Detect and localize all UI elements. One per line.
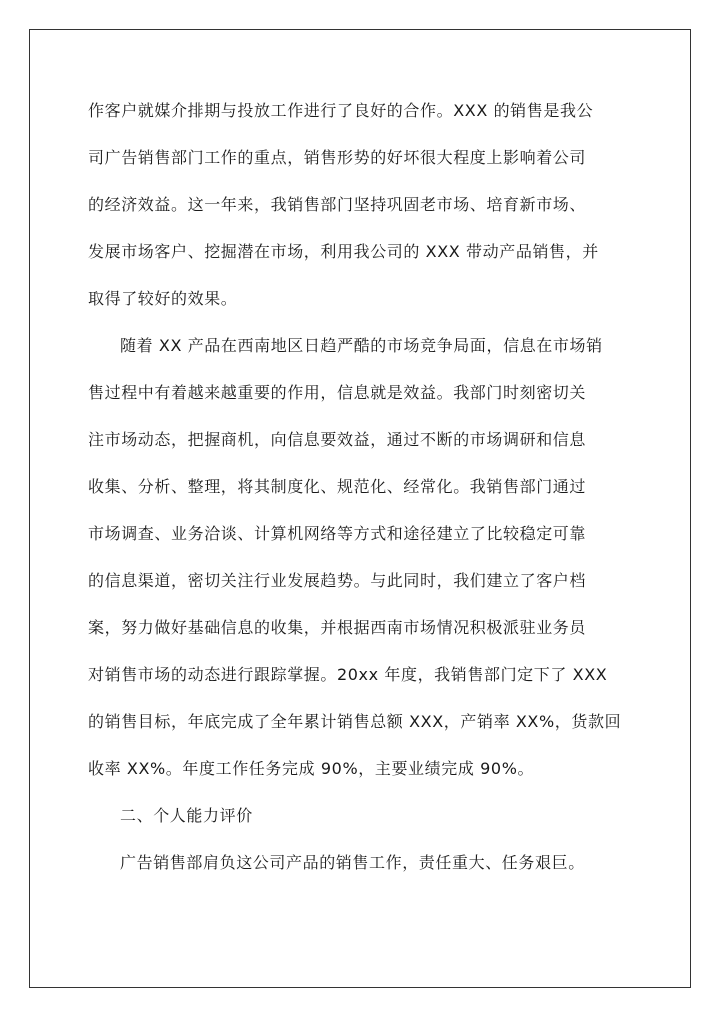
paragraph-2-line-8: 对销售市场的动态进行跟踪掌握。20xx 年度，我销售部门定下了 XXX [88,665,608,684]
paragraph-2-line-7: 案，努力做好基础信息的收集，并根据西南市场情况积极派驻业务员 [88,618,587,637]
paragraph-2-line-5: 市场调查、业务洽谈、计算机网络等方式和途径建立了比较稳定可靠 [88,524,587,543]
paragraph-1-line-5: 取得了较好的效果。 [88,289,238,308]
paragraph-2-line-9: 的销售目标，年底完成了全年累计销售总额 XXX，产销率 XX%，货款回 [88,712,622,731]
paragraph-2-line-10: 收率 XX%。年度工作任务完成 90%，主要业绩完成 90%。 [88,759,535,778]
paragraph-1-line-2: 司广告销售部门工作的重点，销售形势的好坏很大程度上影响着公司 [88,148,587,167]
paragraph-1-line-3: 的经济效益。这一年来，我销售部门坚持巩固老市场、培育新市场、 [88,195,587,214]
paragraph-3-line-1: 广告销售部肩负这公司产品的销售工作，责任重大、任务艰巨。 [120,853,585,872]
paragraph-1-line-4: 发展市场客户、挖掘潜在市场，利用我公司的 XXX 带动产品销售，并 [88,242,599,261]
paragraph-2-line-4: 收集、分析、整理，将其制度化、规范化、经常化。我销售部门通过 [88,477,587,496]
paragraph-1-line-1: 作客户就媒介排期与投放工作进行了良好的合作。XXX 的销售是我公 [88,101,594,120]
paragraph-2-line-2: 售过程中有着越来越重要的作用，信息就是效益。我部门时刻密切关 [88,383,587,402]
paragraph-2-line-6: 的信息渠道，密切关注行业发展趋势。与此同时，我们建立了客户档 [88,571,587,590]
section-heading: 二、个人能力评价 [120,806,253,825]
paragraph-2-line-3: 注市场动态，把握商机，向信息要效益，通过不断的市场调研和信息 [88,430,587,449]
page-border [29,29,691,988]
paragraph-2-line-1: 随着 XX 产品在西南地区日趋严酷的市场竞争局面，信息在市场销 [120,336,603,355]
